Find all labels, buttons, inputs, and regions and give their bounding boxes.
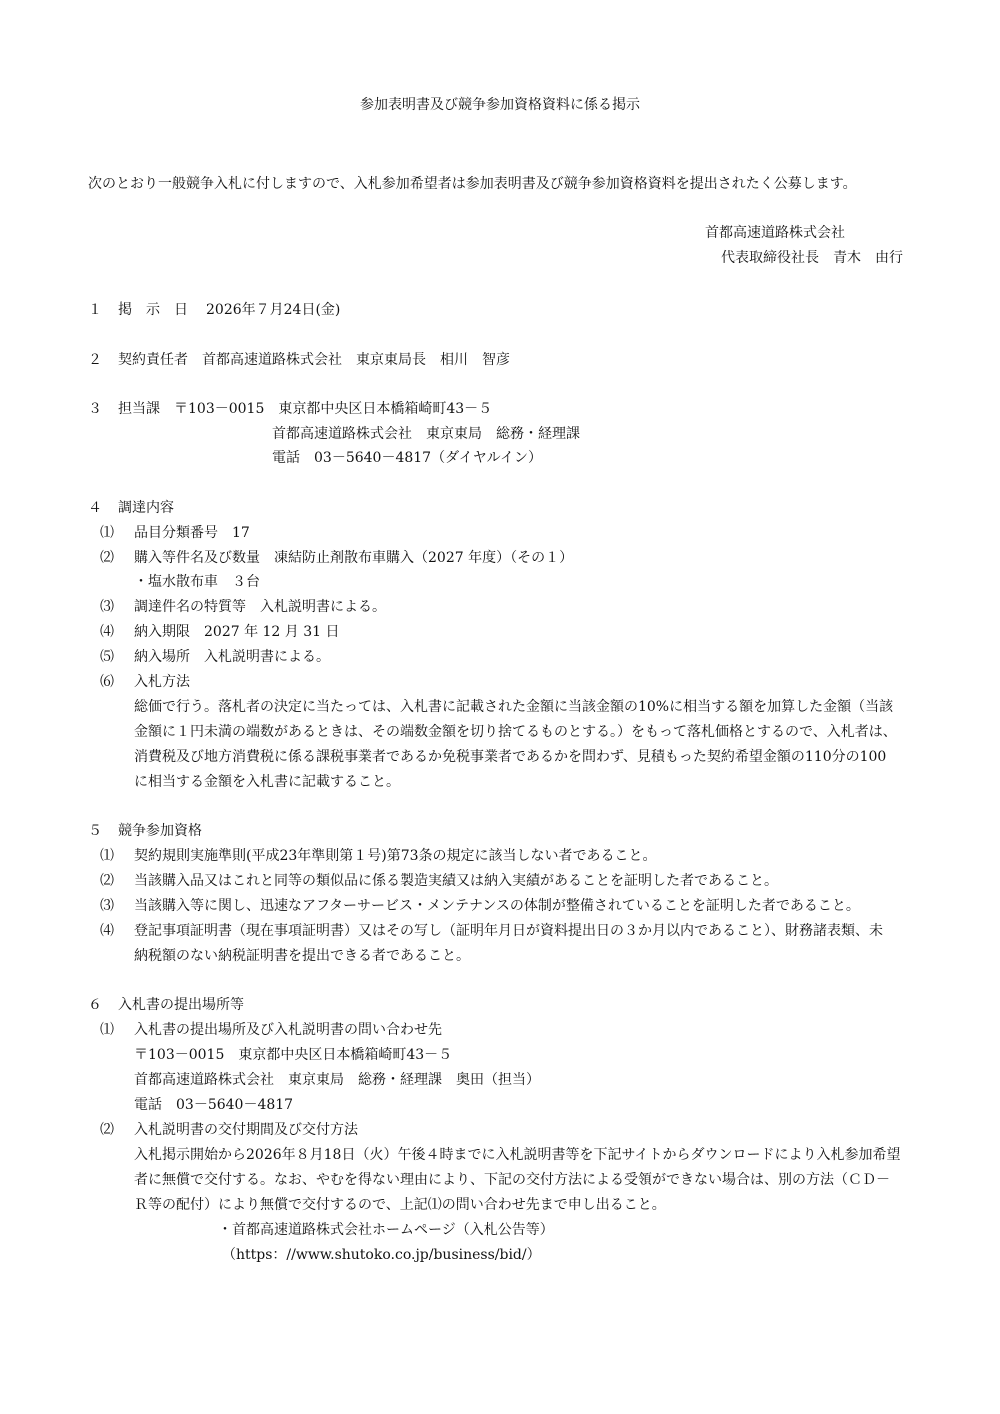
section-3-number: ３ [88,401,102,417]
section-1 [88,302,340,319]
document-title: 参加表明書及び競争参加資格資料に係る掲示 [360,97,640,113]
s4-item-2-sub: ・塩水散布車 ３台 [134,574,260,590]
section-6-number: ６ [88,997,102,1013]
section-5-number: ５ [88,823,102,839]
s4-item-5: ⑸ 納入場所 入札説明書による。 [100,649,330,665]
bid-method-line-3: 消費税及び地方消費税に係る課税事業者であるか免税事業者であるかを問わず、見積もった契約希望金額の110分の100 [134,749,887,765]
s4-item-4: ⑷ 納入期限 2027 年 12 月 31 日 [100,624,340,640]
posting-date: 2026年７月24日(金) [206,302,341,318]
distribution-line-1: 入札掲示開始から2026年８月18日（火）午後４時までに入札説明書等を下記サイトからダウンロードにより入札参加希望 [134,1147,901,1163]
office-name: 首都高速道路株式会社 東京東局 総務・経理課 [272,426,580,442]
bid-method-line-1: 総価で行う。落札者の決定に当たっては、入札書に記載された金額に当該金額の10%に相当する額を加算した金額（当該 [134,699,894,715]
s5-item-1: ⑴ 契約規則実施準則(平成23年準則第１号)第73条の規定に該当しない者であること。 [100,848,657,864]
office-address: 〒103－0015 東京都中央区日本橋箱崎町43－５ [174,401,493,417]
section-5-title: 競争参加資格 [118,823,202,839]
contract-officer: 契約責任者 首都高速道路株式会社 東京東局長 相川 智彦 [118,352,510,368]
section-1-number: １ [88,302,102,318]
s6-item-1: ⑴ 入札書の提出場所及び入札説明書の問い合わせ先 [100,1022,442,1038]
issuer-company: 首都高速道路株式会社 [705,225,845,241]
section-4-number: ４ [88,500,102,516]
section-3-label: 担当課 [118,401,160,417]
section-3 [88,401,492,418]
s5-item-2: ⑵ 当該購入品又はこれと同等の類似品に係る製造実績又は納入実績があることを証明した者であること。 [100,873,778,889]
section-2 [88,352,510,369]
bid-method-line-4: に相当する金額を入札書に記載すること。 [134,774,400,790]
intro-text: 次のとおり一般競争入札に付しますので、入札参加希望者は参加表明書及び競争参加資格資料を提出されたく公募します。 [88,176,857,192]
s6-item-2: ⑵ 入札説明書の交付期間及び交付方法 [100,1122,358,1138]
website-name: ・首都高速道路株式会社ホームページ（入札公告等） [218,1222,554,1238]
submission-address: 〒103－0015 東京都中央区日本橋箱崎町43－５ [134,1047,453,1063]
section-6 [88,997,244,1014]
distribution-line-2: 者に無償で交付する。なお、やむを得ない理由により、下記の交付方法による受領ができない場合は、別の方法（ＣＤ－ [134,1172,890,1188]
section-4-title: 調達内容 [118,500,174,516]
office-phone: 電話 03－5640－4817（ダイヤルイン） [272,450,542,466]
submission-phone: 電話 03－5640－4817 [134,1097,294,1113]
submission-office: 首都高速道路株式会社 東京東局 総務・経理課 奥田（担当） [134,1072,540,1088]
s5-item-4: ⑷ 登記事項証明書（現在事項証明書）又はその写し（証明年月日が資料提出日の３か月以内であること）、財務諸表類、未 [100,923,883,939]
s4-item-1: ⑴ 品目分類番号 17 [100,525,250,541]
website-url-link[interactable]: （https：//www.shutoko.co.jp/business/bid/） [222,1247,541,1263]
section-2-number: ２ [88,352,102,368]
s5-item-4-cont: 納税額のない納税証明書を提出できる者であること。 [134,948,470,964]
s4-item-3: ⑶ 調達件名の特質等 入札説明書による。 [100,599,386,615]
s4-item-2: ⑵ 購入等件名及び数量 凍結防止剤散布車購入（2027 年度）（その１） [100,550,574,566]
section-6-title: 入札書の提出場所等 [118,997,244,1013]
section-5 [88,823,202,840]
distribution-line-3: Ｒ等の配付）により無償で交付するので、上記⑴の問い合わせ先まで申し出ること。 [134,1197,666,1213]
section-4 [88,500,174,517]
bid-method-line-2: 金額に１円未満の端数があるときは、その端数金額を切り捨てるものとする。）をもって落札価格とするので、入札者は、 [134,724,897,740]
issuer-representative: 代表取締役社長 青木 由行 [721,250,903,266]
s4-item-6: ⑹ 入札方法 [100,674,190,690]
s5-item-3: ⑶ 当該購入等に関し、迅速なアフターサービス・メンテナンスの体制が整備されていることを証明した者であること。 [100,898,860,914]
section-1-label: 掲 示 日 [118,302,188,318]
